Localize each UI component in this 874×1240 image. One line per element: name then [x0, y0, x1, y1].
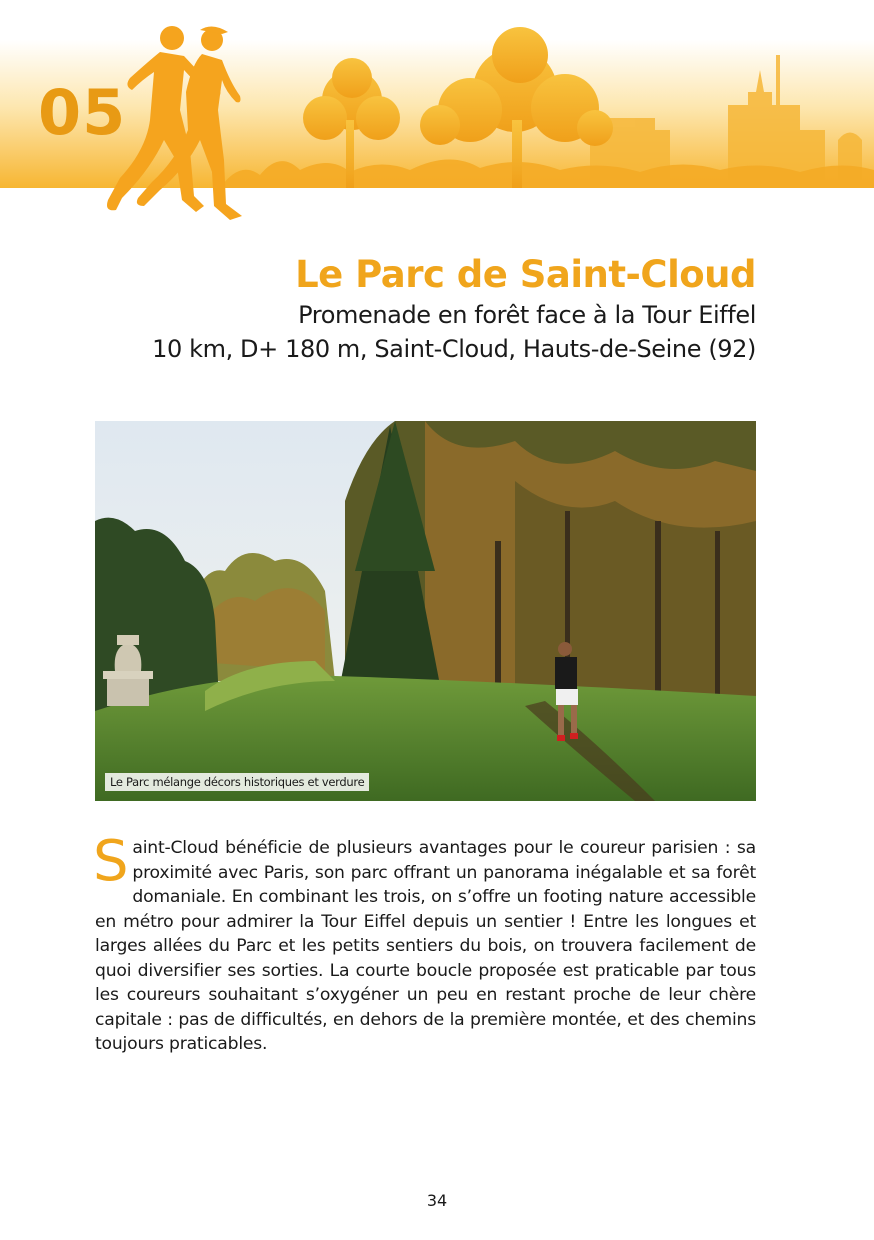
chapter-number: 05	[38, 76, 127, 149]
header-illustration	[0, 0, 874, 230]
page-number: 34	[426, 1191, 448, 1210]
drop-cap: S	[93, 829, 129, 894]
body-paragraph	[93, 829, 756, 1057]
body-text: aint-Cloud bénéficie de plusieurs avantages pour le coureur parisien : sa proximité avec Paris, son parc offrant un panorama inégalable et sa forêt domaniale. En combinant les trois, on s’offre un footing nature accessible en métro pour admirer la Tour Eiffel depuis un sentier ! Entre les longues et larges allées du Parc et les petits sentiers du bois, on trouvera facilement de quoi diversifier ses sorties. La courte boucle proposée est praticable par tous les coureurs souhaitant s’oxygéner un peu en restant proche de leur chère capitale : pas de difficultés, en dehors de la première montée, et des chemins toujours praticables.	[95, 838, 756, 1054]
route-details: 10 km, D+ 180 m, Saint-Cloud, Hauts-de-Seine (92)	[152, 335, 756, 363]
park-photo	[95, 421, 756, 801]
header-banner	[0, 0, 874, 230]
photo-caption: Le Parc mélange décors historiques et verdure	[105, 773, 369, 791]
title-block	[152, 252, 756, 366]
page-title: Le Parc de Saint-Cloud	[295, 253, 756, 296]
park-photo-illustration	[95, 421, 756, 801]
page-subtitle: Promenade en forêt face à la Tour Eiffel	[298, 301, 756, 329]
